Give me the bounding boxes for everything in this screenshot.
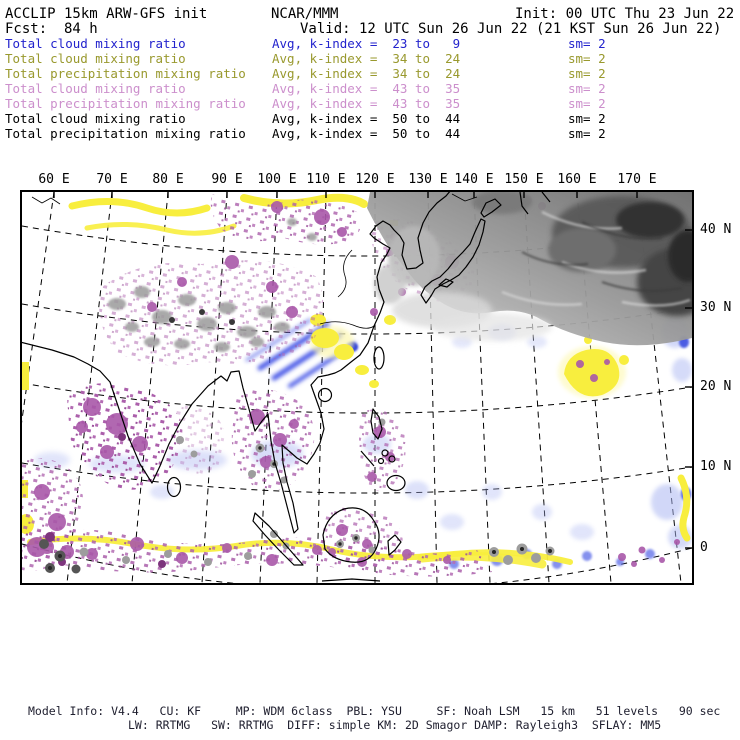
weather-map [22,192,692,583]
legend-row-sm: sm= 2 [568,111,606,126]
legend-row-kindex: Avg, k-index = 34 to 24 [272,66,461,81]
lon-tick-label: 90 E [211,172,243,187]
forecast-hour: Fcst: 84 h [5,21,98,37]
legend-row-label: Total cloud mixing ratio [5,81,186,96]
lon-tick-label: 100 E [257,172,297,187]
legend-row-kindex: Avg, k-index = 43 to 35 [272,81,461,96]
legend-row-kindex: Avg, k-index = 34 to 24 [272,51,461,66]
lon-tick-label: 130 E [408,172,448,187]
center-name: NCAR/MMM [271,6,339,22]
legend-row-sm: sm= 2 [568,36,606,51]
lon-tick-label: 150 E [504,172,544,187]
lon-tick-label: 110 E [306,172,346,187]
legend-row-sm: sm= 2 [568,66,606,81]
valid-time: Valid: 12 UTC Sun 26 Jun 22 (21 KST Sun 26 Jun 22) [300,21,722,37]
lon-tick-label: 160 E [557,172,597,187]
init-time: Init: 00 UTC Thu 23 Jun 22 [515,6,735,22]
lon-tick-label: 170 E [617,172,657,187]
legend-row-label: Total cloud mixing ratio [5,111,186,126]
legend-row-sm: sm= 2 [568,96,606,111]
legend-row-label: Total precipitation mixing ratio [5,126,246,141]
model-title: ACCLIP 15km ARW-GFS init [5,6,208,22]
map-frame [20,190,694,585]
lat-tick-label: 20 N [700,379,732,394]
lon-tick-label: 120 E [355,172,395,187]
legend-row-kindex: Avg, k-index = 50 to 44 [272,111,461,126]
lat-tick-label: 0 [700,540,708,555]
legend-row-label: Total precipitation mixing ratio [5,66,246,81]
legend-row-kindex: Avg, k-index = 50 to 44 [272,126,461,141]
legend-row-label: Total precipitation mixing ratio [5,96,246,111]
legend-row-label: Total cloud mixing ratio [5,51,186,66]
lat-tick-label: 10 N [700,459,732,474]
model-info-line2: LW: RRTMG SW: RRTMG DIFF: simple KM: 2D Smagor DAMP: Rayleigh3 SFLAY: MM5 [128,718,662,732]
lon-tick-label: 60 E [38,172,70,187]
lon-tick-label: 140 E [454,172,494,187]
lat-tick-label: 40 N [700,222,732,237]
lat-tick-label: 30 N [700,300,732,315]
legend-row-sm: sm= 2 [568,81,606,96]
lon-tick-label: 80 E [152,172,184,187]
legend-row-kindex: Avg, k-index = 23 to 9 [272,36,461,51]
legend-row-sm: sm= 2 [568,51,606,66]
legend-row-kindex: Avg, k-index = 43 to 35 [272,96,461,111]
model-info-line1: Model Info: V4.4 CU: KF MP: WDM 6class PBL: YSU SF: Noah LSM 15 km 51 levels 90 sec [28,704,721,718]
legend-row-label: Total cloud mixing ratio [5,36,186,51]
legend-row-sm: sm= 2 [568,126,606,141]
lon-tick-label: 70 E [96,172,128,187]
